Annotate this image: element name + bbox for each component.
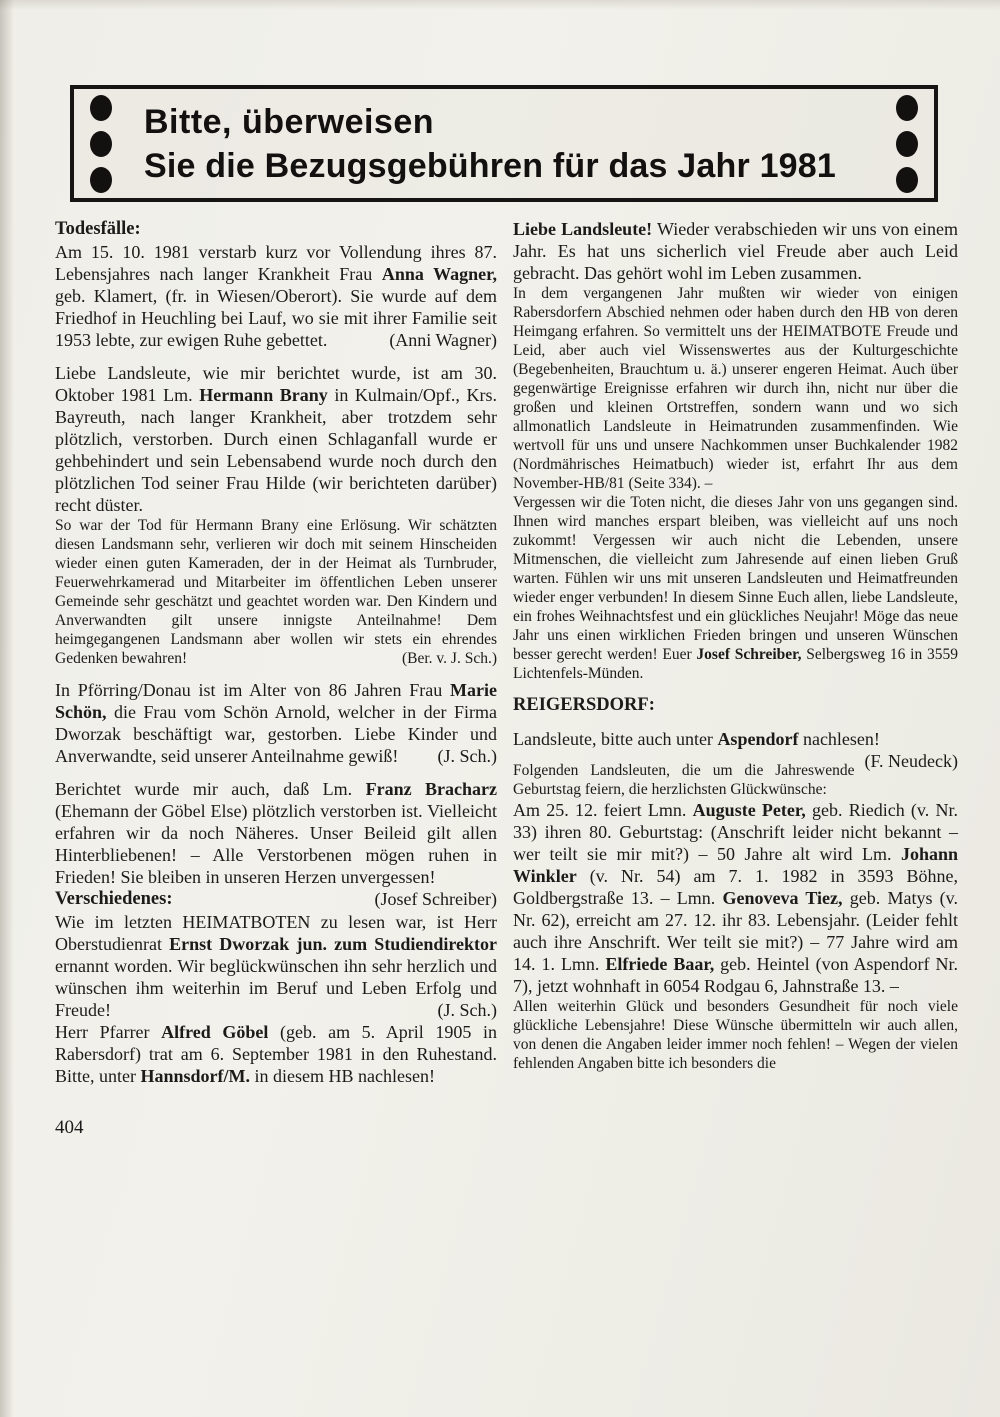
section-heading: REIGERSDORF: (513, 695, 655, 715)
paragraph-text: Am 25. 12. feiert Lmn. Auguste Peter, geb. Riedich (v. Nr. 33) ihren 80. Geburtstag: (Anschrift leider nicht bekannt – wer teilt sie mir mit?) – 50 Jahre alt wird Lm. Johann Winkler (v. Nr. 54) am 7. 1. 1982 in 3593 Böhne, Goldbergstraße 13. – Lmn. Genoveva Tiez, geb. Matys (v. Nr. 62), erreicht am 27. 12. ihr 83. Lebensjahr. (Leider fehlt auch ihre Anschrift. Wer teilt sie mit?) – 77 Jahre wird am 14. 1. Lmn. Elfriede Baar, geb. Heintel (von Aspendorf Nr. 7), jetzt wohnhaft in 6054 Rodgau 6, Jahnstraße 13. – (513, 800, 958, 996)
paragraph-text: Liebe Landsleute! Wieder verabschieden wir uns von einem Jahr. Es hat uns sicherlich viel Freude aber auch Leid gebracht. Das gehört wohl im Leben zusammen. (513, 219, 958, 283)
article-paragraph (513, 493, 958, 683)
article-paragraph (55, 1021, 497, 1087)
banner-title-line2: Sie die Bezugsgebühren für das Jahr 1981 (144, 146, 837, 185)
right-column-blocks (513, 218, 958, 1073)
paragraph-text: Am 15. 10. 1981 verstarb kurz vor Vollendung ihres 87. Lebensjahres nach langer Krankheit Frau Anna Wagner, geb. Klamert, (fr. in Wiesen/Oberort). Sie wurde auf dem Friedhof in Heuchling bei Lauf, wo sie mit ihrer Familie seit 1953 lebte, zur ewigen Ruhe gebettet. (55, 242, 497, 350)
paragraph-text: Herr Pfarrer Alfred Göbel (geb. am 5. April 1905 in Rabersdorf) trat am 6. September 1981 in den Ruhestand. Bitte, unter Hannsdorf/M. in diesem HB nachlesen! (55, 1022, 497, 1086)
paragraph-text: In dem vergangenen Jahr mußten wir wieder von einigen Rabersdorfern Abschied nehmen oder haben durch den HB von deren Heimgang erfahren. So vermittelt uns der HEIMATBOTE Freude und Leid, aber auch viel Wissenswertes aus der Kulturgeschichte (Begebenheiten, Brauchtum u. ä.) unserer engeren Heimat. Auch über gegenwärtige Ereignisse erfahren wir durch ihn, nicht nur über die großen und kleinen Ortstreffen, sondern wann und wo sich allmonatlich Landsleute in Heimatrunden zusammenfinden. Wie wertvoll für uns und unsere Nachkommen unser Buchkalender 1982 (Nordmährisches Heimatbuch) wieder ist, erfahrt Ihr aus dem November-HB/81 (Seite 334). – (513, 285, 958, 492)
article-paragraph (513, 728, 958, 771)
left-column (55, 218, 497, 1139)
article-paragraph (513, 997, 958, 1073)
article-paragraph (55, 679, 497, 767)
paragraph-text: Folgenden Landsleuten, die um die Jahreswende Geburtstag feiern, die herzlichsten Glückwünsche: (513, 762, 855, 798)
article-paragraph (513, 284, 958, 493)
bullet-dot-icon (896, 95, 918, 121)
signature: (J. Sch.) (437, 746, 497, 766)
scan-edge-shadow-top (0, 0, 1000, 10)
signature: (J. Sch.) (437, 1000, 497, 1020)
paragraph-text: Landsleute, bitte auch unter Aspendorf nachlesen! (513, 729, 880, 749)
article-paragraph (513, 218, 958, 284)
section-heading: Todesfälle: (55, 219, 141, 239)
banner-title (112, 100, 896, 188)
paragraph-text: So war der Tod für Hermann Brany eine Erlösung. Wir schätzten diesen Landsmann sehr, verlieren wir doch mit seinem Hinscheiden wieder einen guten Kameraden, der in der Heimat als Turnbruder, Feuerwehrkamerad und Mitarbeiter im öffentlichen Leben unserer Gemeinde sehr geschätzt und geachtet worden war. Den Kindern und Anverwandten gilt unsere innigste Anteilnahme! Dem heimgegangenen Landsmann aber wollen wir stets ein ehrendes Gedenken bewahren! (55, 517, 497, 667)
banner-dots-left (90, 95, 112, 193)
signature: (Anni Wagner) (389, 330, 497, 350)
article-paragraph (55, 911, 497, 1021)
article-columns (55, 218, 958, 1139)
page-number: 404 (55, 1117, 84, 1138)
bullet-dot-icon (896, 131, 918, 157)
article-paragraph (55, 241, 497, 351)
signature: (F. Neudeck) (864, 751, 958, 771)
paragraph-text: Wie im letzten HEIMATBOTEN zu lesen war, ist Herr Oberstudienrat Ernst Dworzak jun. zum Studiendirektor ernannt worden. Wir beglückwünschen ihn sehr herzlich und wünschen ihm weiterhin im Beruf und Leben Erfolg und Freude! (55, 912, 497, 1020)
bullet-dot-icon (896, 167, 918, 193)
paragraph-text: Berichtet wurde mir auch, daß Lm. Franz Bracharz (Ehemann der Göbel Else) plötzlich verstorben ist. Vielleicht erfahren wir da noch Näheres. Unser Beileid gilt allen Hinterbliebenen! – Alle Verstorbenen mögen ruhen in Frieden! Sie bleiben in unseren Herzen unvergessen! (55, 779, 497, 887)
bullet-dot-icon (90, 95, 112, 121)
section-heading: Verschiedenes: (55, 889, 173, 909)
article-paragraph (513, 799, 958, 997)
article-paragraph (55, 362, 497, 516)
banner-title-line1: Bitte, überweisen (144, 102, 435, 141)
paragraph-text: Liebe Landsleute, wie mir berichtet wurde, ist am 30. Oktober 1981 Lm. Hermann Brany in Kulmain/Opf., Krs. Bayreuth, nach langer Krankheit, aber trotzdem sehr plötzlich, verstorben. Durch einen Schlaganfall wurde er gehbehindert und sein Lebensabend wurde noch durch den plötzlichen Tod seiner Frau Hilde (wir berichteten darüber) recht düster. (55, 363, 497, 515)
article-paragraph (55, 516, 497, 668)
signature: (Ber. v. J. Sch.) (402, 650, 497, 667)
right-column (513, 218, 958, 1139)
paragraph-text: In Pförring/Donau ist im Alter von 86 Jahren Frau Marie Schön, die Frau vom Schön Arnold, welcher in der Firma Dworzak beschäftigt war, gestorben. Liebe Kinder und Anverwandte, seid unserer Anteilnahme gewiß! (55, 680, 497, 766)
signature: (Josef Schreiber) (374, 889, 497, 909)
bullet-dot-icon (90, 131, 112, 157)
paragraph-text: Allen weiterhin Glück und besonders Gesundheit für noch viele glückliche Lebensjahre! Diese Wünsche übermitteln wir auch allen, von denen die Angaben leider immer noch fehlen! – Wegen der vielen fehlenden Angaben bitte ich besonders die (513, 998, 958, 1072)
paragraph-text: Vergessen wir die Toten nicht, die dieses Jahr von uns gegangen sind. Ihnen wird manches erspart bleiben, was vielleicht auf uns noch zukommt! Vergessen wir auch nicht die Lebenden, unsere Mitmenschen, die vielleicht zum Jahresende auf einen lieben Gruß warten. Fühlen wir uns mit unseren Landsleuten und Heimatfreunden wieder enger verbunden! In diesem Sinne Euch allen, liebe Landsleute, ein frohes Weihnachtsfest und ein glückliches Neujahr! Möge das neue Jahr uns einen wirklichen Frieden bringen und unseren Wünschen besser gerecht werden! Euer Josef Schreiber, Selbergsweg 16 in 3559 Lichtenfels-Münden. (513, 494, 958, 682)
left-column-blocks (55, 218, 497, 1087)
bullet-dot-icon (90, 167, 112, 193)
scan-edge-shadow (0, 0, 14, 1417)
subscription-banner (70, 85, 938, 202)
banner-dots-right (896, 95, 918, 193)
